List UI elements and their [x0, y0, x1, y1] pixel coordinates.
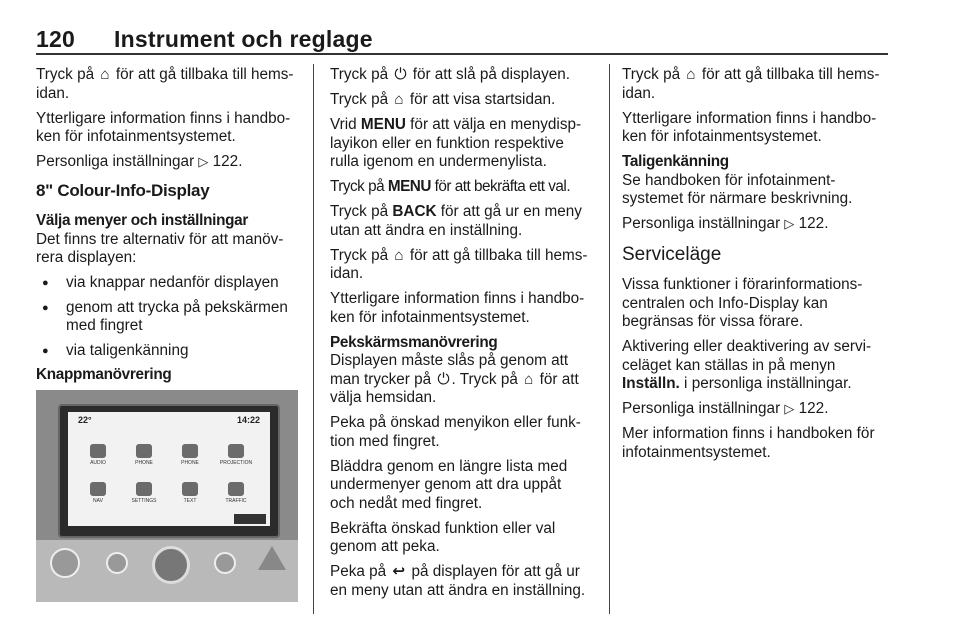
sub-heading: Knappmanövrering — [36, 366, 172, 383]
back-button-icon — [106, 552, 128, 574]
list-item: ● genom att trycka på pekskärmen med fingret — [36, 299, 304, 336]
column-2 — [330, 66, 602, 607]
home-button-icon — [214, 552, 236, 574]
paragraph: Vissa funktioner i förarinformations- centralen och Info-Display kan begränsas för vissa förare. — [622, 276, 863, 330]
screen-temperature: 22° — [78, 415, 92, 425]
app-phone: PHONE — [170, 444, 210, 466]
column-divider — [313, 64, 314, 614]
paragraph: Mer information finns i handboken för infotainmentsystemet. — [622, 425, 875, 461]
cross-reference: Personliga inställningar ▷ 122. — [622, 215, 829, 232]
phone-icon — [182, 444, 198, 458]
list-item: ● via taligenkänning — [36, 342, 304, 361]
text-icon — [182, 482, 198, 496]
back-arrow-icon: ↩ — [392, 563, 406, 580]
bullet-list — [36, 274, 304, 360]
page-header — [36, 26, 888, 50]
power-icon: ⏻ — [394, 66, 407, 83]
paragraph: Tryck på BACK för att gå ur en meny utan att ändra en inställning. — [330, 203, 582, 239]
navigation-icon — [90, 482, 106, 496]
music-note-icon — [90, 444, 106, 458]
paragraph: Tryck på ⏻ för att slå på displayen. — [330, 66, 571, 83]
power-knob-icon — [50, 548, 80, 578]
home-icon: ⌂ — [686, 66, 696, 83]
section-heading: 8" Colour-Info-Display — [36, 180, 210, 200]
paragraph: Ytterligare information finns i handbo- ken för infotainmentsystemet. — [622, 109, 877, 145]
paragraph: Tryck på ⌂ för att gå tillbaka till hems- idan. — [622, 66, 880, 102]
paragraph: Ytterligare information finns i handbo- ken för infotainmentsystemet. — [36, 109, 291, 145]
reference-arrow-icon: ▷ — [784, 216, 795, 231]
paragraph: Displayen måste slås på genom att man trycker på ⏻ . Tryck på ⌂ för att välja hemsidan. — [330, 352, 579, 406]
page-number: 120 — [36, 26, 75, 52]
settings-icon — [136, 482, 152, 496]
paragraph: Peka på ↩ på displayen för att gå ur en meny utan att ändra en inställning. — [330, 563, 586, 599]
paragraph: Se handboken för infotainment- systemet för närmare beskrivning. — [622, 171, 853, 207]
reference-arrow-icon: ▷ — [784, 401, 795, 416]
sub-heading: Välja menyer och inställningar — [36, 212, 249, 229]
control-panel — [36, 540, 298, 602]
cross-reference: Personliga inställningar ▷ 122. — [622, 400, 829, 417]
paragraph: Bekräfta önskad funktion eller val genom att peka. — [330, 519, 556, 555]
section-heading: Serviceläge — [622, 243, 722, 265]
paragraph: Tryck på MENU för att bekräfta ett val. — [330, 178, 571, 195]
cross-reference: Personliga inställningar ▷ 122. — [36, 153, 243, 170]
app-audio: AUDIO — [78, 444, 118, 466]
phone-icon — [136, 444, 152, 458]
traffic-icon — [228, 482, 244, 496]
app-text: TEXT — [170, 482, 210, 504]
app-phone: PHONE — [124, 444, 164, 466]
column-divider — [609, 64, 610, 614]
paragraph: Tryck på ⌂ för att visa startsidan. — [330, 91, 556, 108]
app-settings: SETTINGS — [124, 482, 164, 504]
paragraph: Tryck på ⌂ för att gå tillbaka till hems- idan. — [330, 246, 588, 282]
infotainment-photo — [36, 390, 298, 602]
header-rule — [36, 53, 888, 55]
home-icon: ⌂ — [524, 370, 534, 388]
paragraph: Det finns tre alternativ för att manöv- rera displayen: — [36, 230, 284, 266]
paragraph: Bläddra genom en längre lista med undermenyer genom att dra uppåt och nedåt med fingret. — [330, 457, 568, 512]
display-screen — [68, 412, 270, 526]
home-icon: ⌂ — [394, 246, 404, 264]
menu-knob-icon — [152, 546, 190, 584]
paragraph: Ytterligare information finns i handbo- ken för infotainmentsystemet. — [330, 290, 585, 326]
page-title: Instrument och reglage — [114, 26, 373, 52]
app-projection: PROJECTION — [216, 444, 256, 466]
power-icon: ⏻ — [437, 370, 450, 388]
reference-arrow-icon: ▷ — [198, 154, 209, 169]
screen-clock: 14:22 — [236, 415, 260, 425]
display-bezel — [58, 404, 280, 538]
hazard-warning-icon — [258, 546, 286, 570]
column-1 — [36, 66, 304, 385]
list-item: ● via knappar nedanför displayen — [36, 274, 304, 293]
app-traffic: TRAFFIC — [216, 482, 256, 504]
paragraph: Aktivering eller deaktivering av servi- celäget kan ställas in på menyn Inställn. i personliga inställningar. — [622, 338, 872, 392]
paragraph: Peka på önskad menyikon eller funk- tion med fingret. — [330, 414, 581, 450]
home-icon: ⌂ — [394, 91, 404, 108]
screen-collapse-bar — [234, 514, 266, 524]
sub-heading: Taligenkänning — [622, 153, 729, 170]
paragraph: Vrid MENU för att välja en menydisp- layikon eller en funktion respektive rulla igenom en undermenylista. — [330, 116, 582, 170]
paragraph: Tryck på ⌂ för att gå tillbaka till hems- idan. — [36, 66, 294, 102]
sub-heading: Pekskärmsmanövrering — [330, 333, 498, 351]
column-3 — [622, 66, 890, 469]
home-icon: ⌂ — [100, 66, 110, 83]
app-nav: NAV — [78, 482, 118, 504]
projection-icon — [228, 444, 244, 458]
